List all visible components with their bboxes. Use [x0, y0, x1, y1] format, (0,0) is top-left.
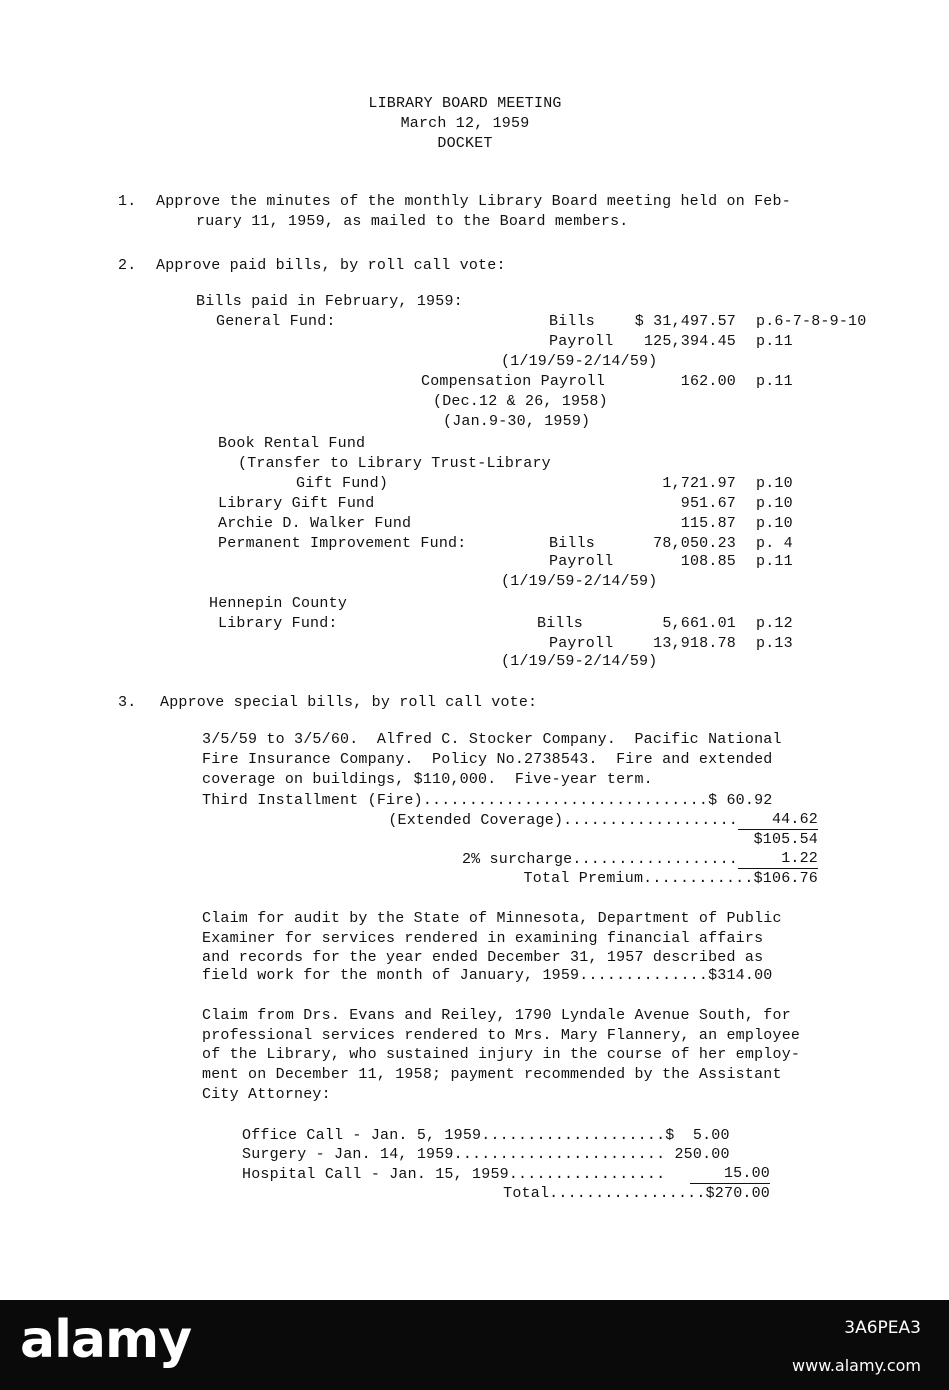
item1-line1: Approve the minutes of the monthly Library Board meeting held on Feb- — [156, 193, 791, 210]
comp-payroll-label: Compensation Payroll — [421, 373, 606, 390]
audit-claim-line1: Claim for audit by the State of Minnesota, Department of Public — [202, 910, 782, 927]
surcharge-amount: 1.22 — [738, 850, 818, 869]
medical-claim-line1: Claim from Drs. Evans and Reiley, 1790 Lyndale Avenue South, for — [202, 1007, 791, 1024]
book-rental-label: Book Rental Fund — [218, 435, 366, 452]
walker-fund-page: p.10 — [756, 515, 793, 532]
gift-fund-label: Library Gift Fund — [218, 495, 375, 512]
item1-line2: ruary 11, 1959, as mailed to the Board members. — [196, 213, 629, 230]
perm-bills-label: Bills — [549, 535, 596, 552]
perm-fund-label: Permanent Improvement Fund: — [218, 535, 467, 552]
docket-label: DOCKET — [437, 135, 493, 152]
book-rental-gift: Gift Fund) — [296, 475, 389, 492]
hc-payroll-label: Payroll — [549, 635, 614, 652]
hc-period: (1/19/59-2/14/59) — [501, 653, 658, 670]
perm-period: (1/19/59-2/14/59) — [501, 573, 658, 590]
perm-payroll-page: p.11 — [756, 553, 793, 570]
extended-coverage-label: (Extended Coverage)................... — [388, 812, 738, 829]
gf-payroll-amount: 125,394.45 — [643, 333, 736, 350]
comp-dates-1959: (Jan.9-30, 1959) — [443, 413, 591, 430]
walker-fund-amount: 115.87 — [680, 515, 736, 532]
meeting-date: March 12, 1959 — [400, 115, 530, 132]
hc-payroll-amount: 13,918.78 — [653, 635, 736, 652]
image-id: 3A6PEA3 — [844, 1318, 921, 1338]
total-premium-line: Total Premium............$106.76 — [523, 870, 818, 887]
comp-payroll-amount: 162.00 — [680, 373, 736, 390]
medical-claim-line3: of the Library, who sustained injury in the course of her employ- — [202, 1046, 801, 1063]
medical-claim-line4: ment on December 11, 1958; payment recommended by the Assistant — [202, 1066, 782, 1083]
hospital-call-label: Hospital Call - Jan. 15, 1959................. — [242, 1166, 666, 1183]
item2-heading: Approve paid bills, by roll call vote: — [156, 257, 506, 274]
medical-claim-line2: professional services rendered to Mrs. Mary Flannery, an employee — [202, 1027, 801, 1044]
gf-bills-amount: $ 31,497.57 — [634, 313, 736, 330]
surcharge-label: 2% surcharge.................. — [461, 851, 738, 868]
item-number-3: 3. — [118, 694, 137, 711]
book-rental-transfer: (Transfer to Library Trust-Library — [238, 455, 551, 472]
hc-bills-amount: 5,661.01 — [662, 615, 736, 632]
gf-period: (1/19/59-2/14/59) — [501, 353, 658, 370]
audit-claim-line3: and records for the year ended December 31, 1957 described as — [202, 949, 764, 966]
audit-claim-line4: field work for the month of January, 1959..............$314.00 — [202, 967, 773, 984]
extended-coverage-amount: 44.62 — [738, 811, 818, 830]
insurance-line1: 3/5/59 to 3/5/60. Alfred C. Stocker Company. Pacific National — [202, 731, 782, 748]
hc-bills-label: Bills — [537, 615, 584, 632]
insurance-subtotal: $105.54 — [753, 831, 818, 848]
gf-payroll-page: p.11 — [756, 333, 793, 350]
book-rental-page: p.10 — [756, 475, 793, 492]
third-installment-line: Third Installment (Fire)...............................$ 60.92 — [202, 792, 773, 809]
audit-claim-line2: Examiner for services rendered in examining financial affairs — [202, 930, 764, 947]
gf-payroll-label: Payroll — [549, 333, 614, 350]
surgery-line: Surgery - Jan. 14, 1959....................... 250.00 — [242, 1146, 730, 1163]
hospital-call-amount: 15.00 — [690, 1165, 770, 1184]
item3-heading: Approve special bills, by roll call vote: — [160, 694, 538, 711]
book-rental-amount: 1,721.97 — [662, 475, 736, 492]
gift-fund-page: p.10 — [756, 495, 793, 512]
comp-dates-1958: (Dec.12 & 26, 1958) — [433, 393, 608, 410]
document-title: LIBRARY BOARD MEETING — [368, 95, 562, 112]
comp-payroll-page: p.11 — [756, 373, 793, 390]
office-call-line: Office Call - Jan. 5, 1959....................$ 5.00 — [242, 1127, 730, 1144]
walker-fund-label: Archie D. Walker Fund — [218, 515, 412, 532]
insurance-line2: Fire Insurance Company. Policy No.2738543. Fire and extended — [202, 751, 773, 768]
site-url: www.alamy.com — [792, 1356, 921, 1375]
perm-bills-page: p. 4 — [756, 535, 793, 552]
gf-bills-label: Bills — [549, 313, 596, 330]
gift-fund-amount: 951.67 — [680, 495, 736, 512]
hennepin-label-1: Hennepin County — [209, 595, 348, 612]
insurance-line3: coverage on buildings, $110,000. Five-year term. — [202, 771, 653, 788]
paid-bills-heading: Bills paid in February, 1959: — [196, 293, 463, 310]
perm-payroll-label: Payroll — [549, 553, 614, 570]
alamy-logo: alamy — [20, 1310, 192, 1370]
gf-bills-page: p.6-7-8-9-10 — [756, 313, 867, 330]
hc-bills-page: p.12 — [756, 615, 793, 632]
item-number-1: 1. — [118, 193, 137, 210]
item-number-2: 2. — [118, 257, 137, 274]
medical-total-line: Total.................$270.00 — [503, 1185, 770, 1202]
general-fund-label: General Fund: — [216, 313, 336, 330]
medical-claim-line5: City Attorney: — [202, 1086, 331, 1103]
perm-bills-amount: 78,050.23 — [653, 535, 736, 552]
perm-payroll-amount: 108.85 — [680, 553, 736, 570]
hc-payroll-page: p.13 — [756, 635, 793, 652]
hennepin-label-2: Library Fund: — [218, 615, 338, 632]
